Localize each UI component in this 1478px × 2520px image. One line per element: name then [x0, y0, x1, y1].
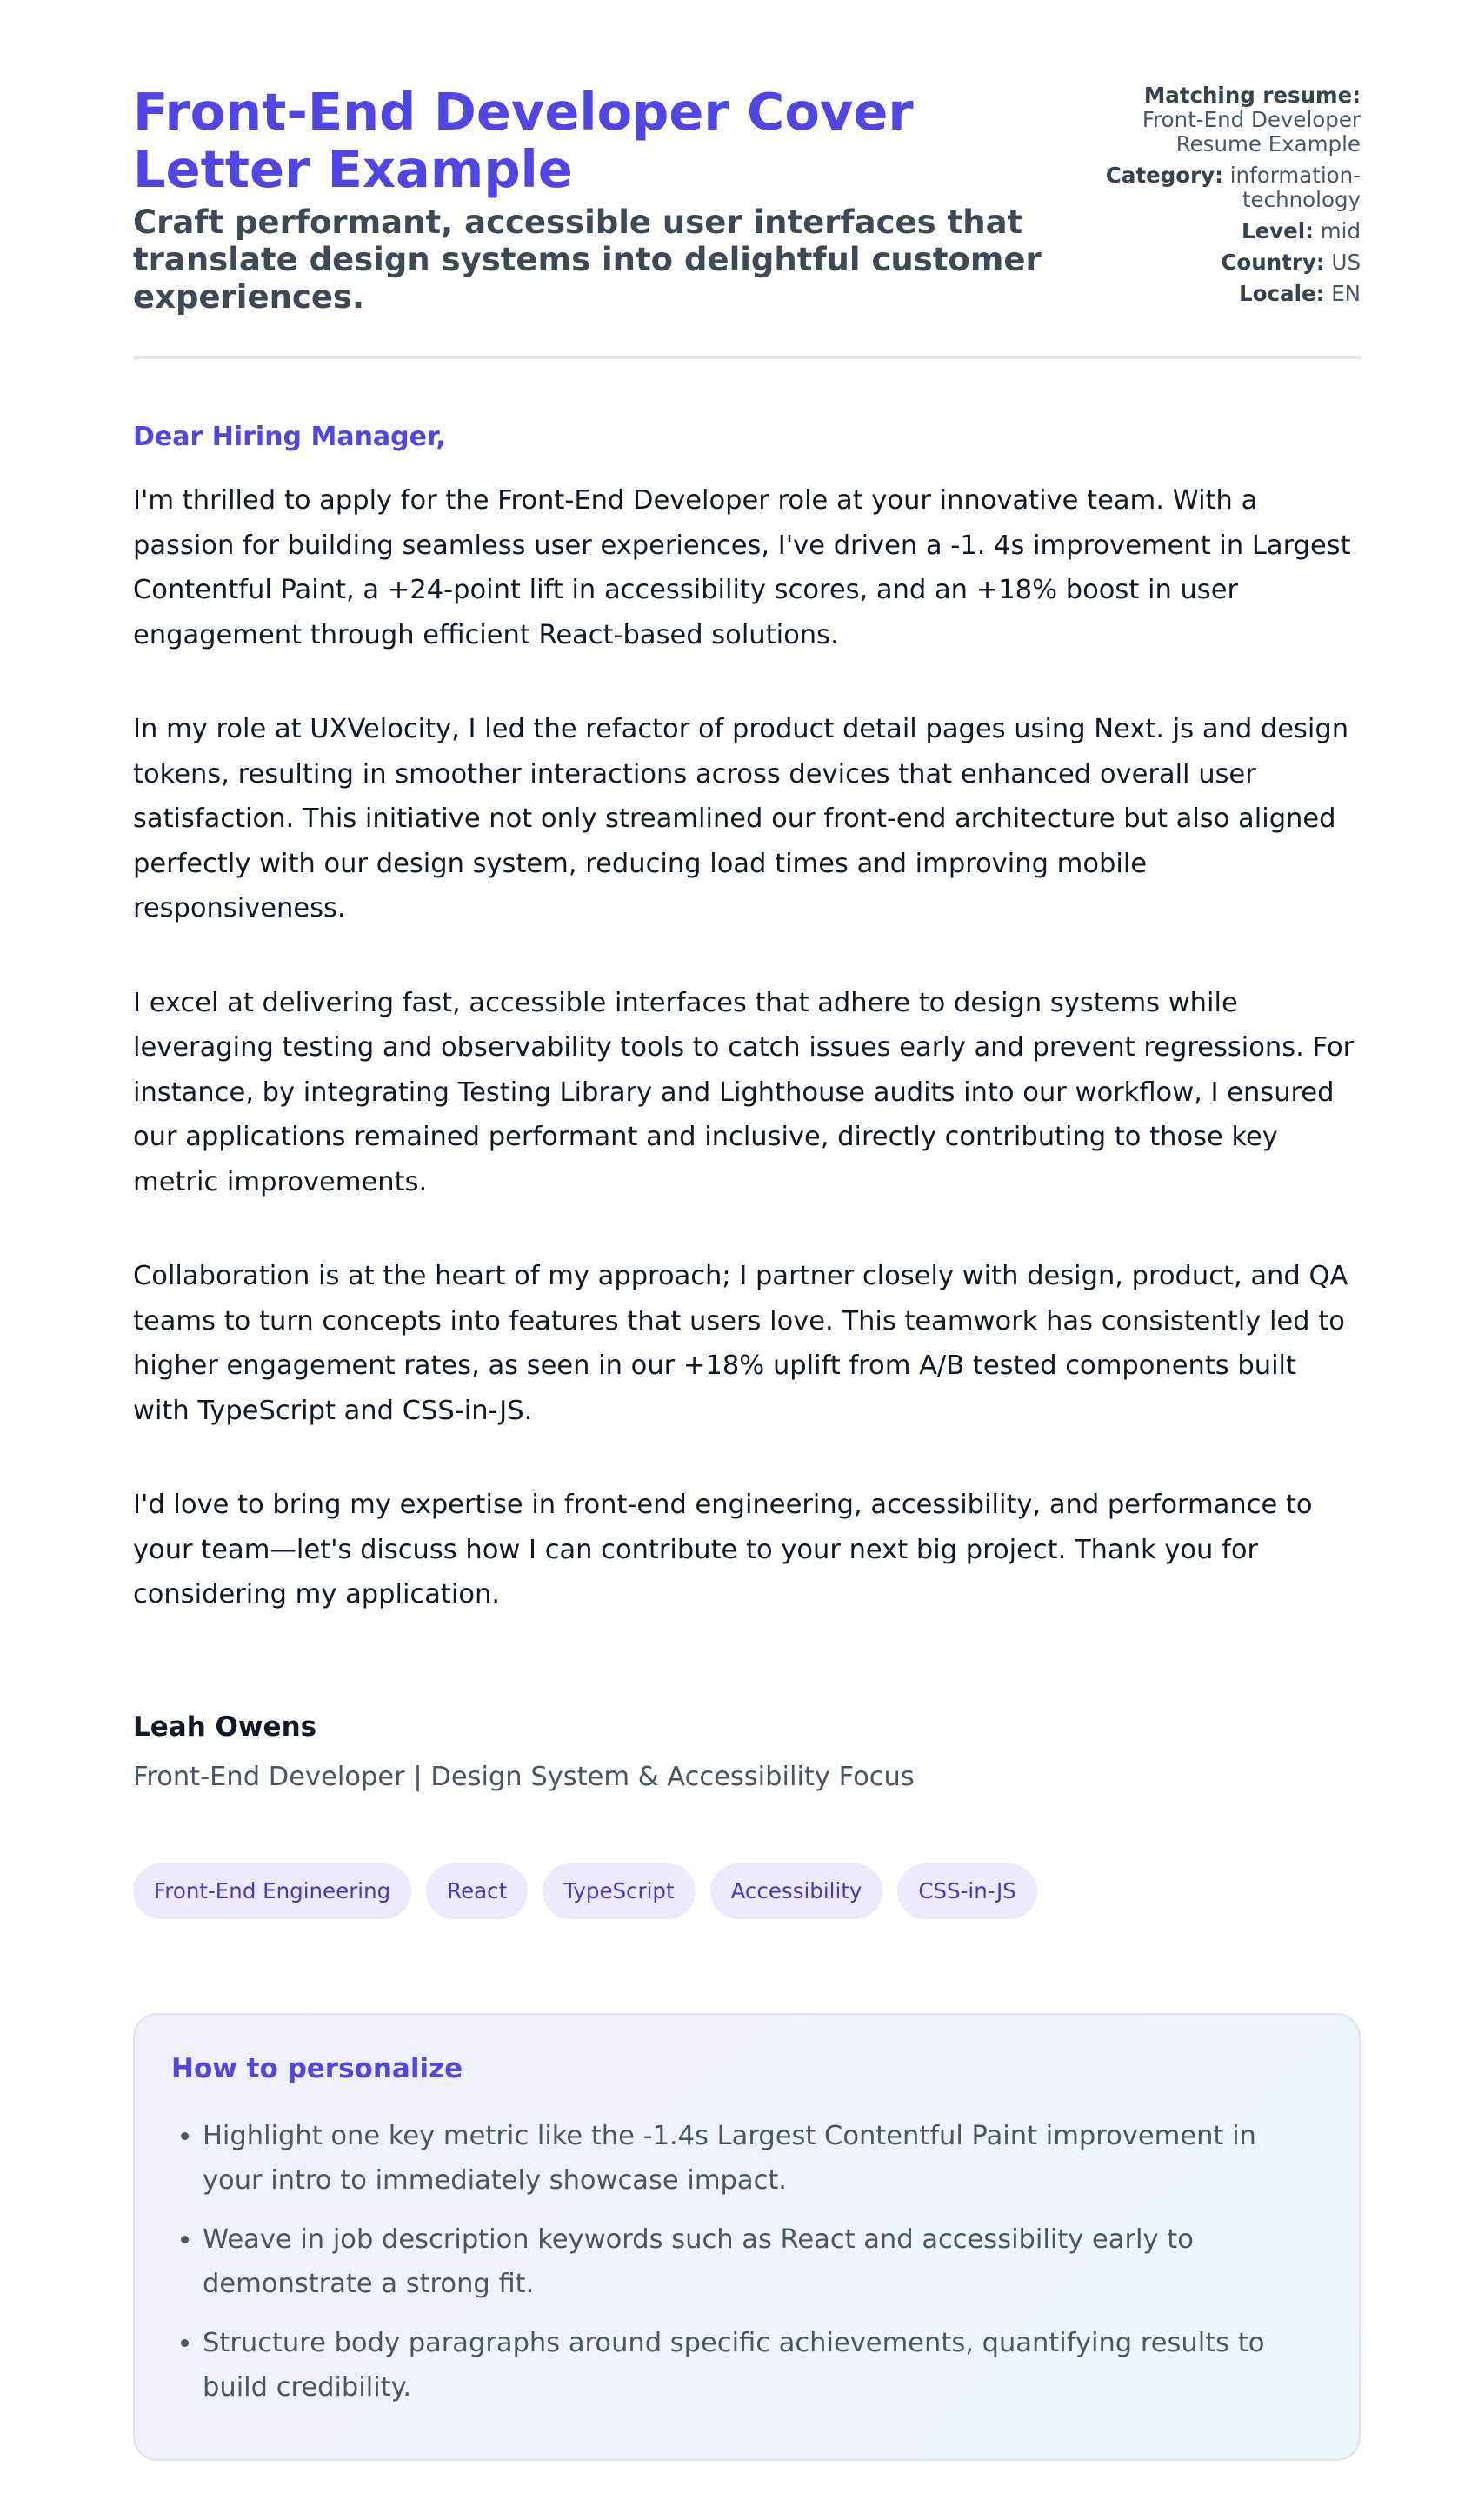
letter-body [133, 422, 1361, 1792]
skill-tag: CSS-in-JS [897, 1863, 1036, 1919]
meta-label: Locale: [1239, 281, 1325, 306]
meta-label: Country: [1221, 250, 1325, 275]
letter-paragraph: In my role at UXVelocity, I led the refactor of product detail pages using Next. js and design tokens, resulting in smoother interactions across devices that enhanced overall user satisfaction. This initiative not only streamlined our front-end architecture but also aligned perfectly with our design system, reducing load times and improving mobile responsiveness. [133, 714, 1349, 923]
skill-tag: Front-End Engineering [133, 1863, 411, 1919]
tips-list [171, 2114, 1324, 2410]
meta-level [1100, 219, 1361, 243]
page-header [133, 83, 1361, 359]
meta-label: Matching resume: [1143, 83, 1361, 108]
meta-value: US [1331, 250, 1361, 275]
meta-category [1100, 163, 1361, 212]
meta-label: Category: [1105, 163, 1223, 188]
letter-paragraph: I'd love to bring my expertise in front-end engineering, accessibility, and performance to your team—let's discuss how I can contribute to your next big project. Thank you for considering my application. [133, 1490, 1313, 1610]
meta-locale [1100, 282, 1361, 306]
skill-tags [133, 1863, 1361, 1919]
signature-role: Front-End Developer | Design System & Accessibility Focus [133, 1761, 915, 1792]
meta-info [1100, 83, 1361, 313]
tips-title: How to personalize [171, 2052, 463, 2084]
tip-item: • Weave in job description keywords such as React and accessibility early to demonstrate a strong fit. [203, 2217, 1324, 2306]
skill-tag: TypeScript [543, 1863, 695, 1919]
page-title: Front-End Developer Cover Letter Example [133, 82, 914, 199]
signature-name: Leah Owens [133, 1710, 317, 1743]
greeting: Dear Hiring Manager, [133, 422, 446, 452]
letter-paragraph: Collaboration is at the heart of my approach; I partner closely with design, product, and QA teams to turn concepts into features that users love. This teamwork has consistently led to higher engagement rates, as seen in our +18% uplift from A/B tested components built with TypeScript and CSS-in-JS. [133, 1261, 1348, 1426]
personalize-tips-box [133, 2013, 1361, 2461]
letter-paragraph: I excel at delivering fast, accessible interfaces that adhere to design systems while leveraging testing and observability tools to catch issues early and prevent regressions. For instance, by integrating Testing Library and Lighthouse audits into our workflow, I ensured our applications remained performant and inclusive, directly contributing to those key metric improvements. [133, 987, 1355, 1197]
matching-resume-link[interactable]: Front-End Developer Resume Example [1142, 107, 1361, 157]
tip-item: • Structure body paragraphs around specific achievements, quantifying results to build credibility. [203, 2321, 1324, 2410]
title-block [133, 83, 1055, 316]
tip-item: • Highlight one key metric like the -1.4s Largest Contentful Paint improvement in your intro to immediately showcase impact. [203, 2114, 1324, 2203]
page-subtitle: Craft performant, accessible user interfaces that translate design systems into delightful customer experiences. [133, 203, 1042, 316]
meta-matching-resume [1100, 83, 1361, 157]
meta-country [1100, 250, 1361, 275]
skill-tag: React [426, 1863, 528, 1919]
meta-label: Level: [1241, 218, 1314, 243]
skill-tag: Accessibility [710, 1863, 883, 1919]
letter-paragraph: I'm thrilled to apply for the Front-End Developer role at your innovative team. With a passion for building seamless user experiences, I've driven a -1. 4s improvement in Largest Contentful Paint, a +24-point lift in accessibility scores, and an +18% boost in user engagement through efficient React-based solutions. [133, 485, 1351, 650]
meta-value: mid [1320, 218, 1361, 243]
meta-value: information-technology [1229, 163, 1361, 212]
meta-value: EN [1331, 281, 1361, 306]
